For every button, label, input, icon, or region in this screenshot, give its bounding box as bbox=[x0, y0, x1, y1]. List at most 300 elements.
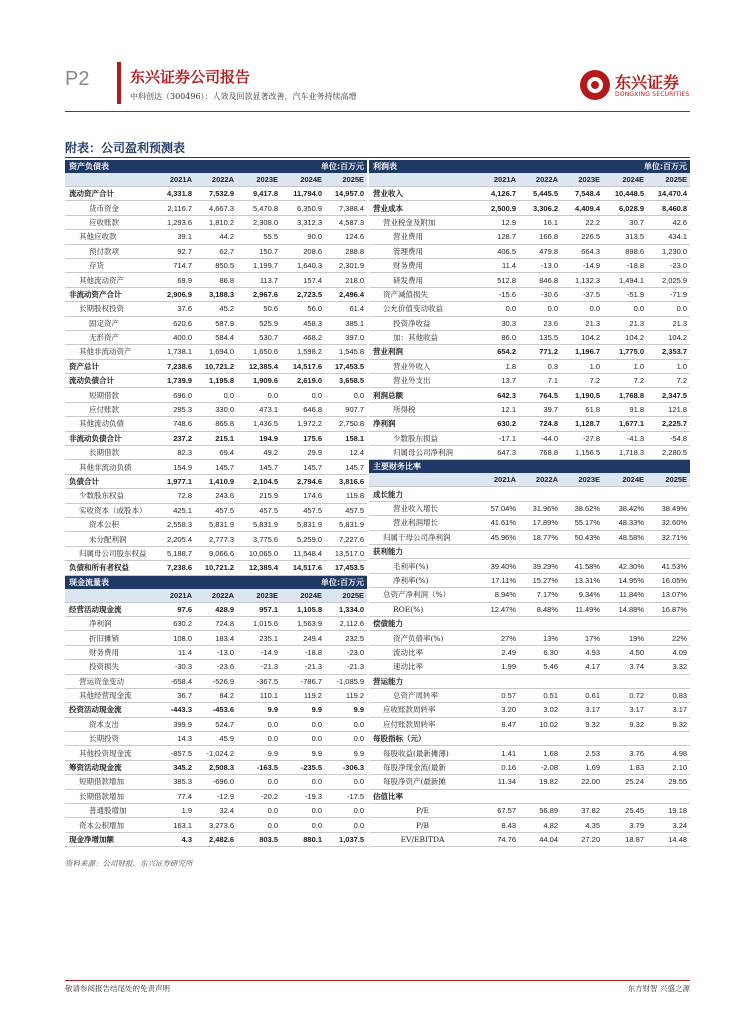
row-value: 27% bbox=[479, 631, 519, 645]
table-row bbox=[369, 530, 690, 544]
row-value: 7,388.4 bbox=[325, 201, 367, 215]
row-value: 1,775.0 bbox=[603, 345, 647, 359]
row-value: 16.1 bbox=[519, 215, 561, 229]
row-value: 2,619.0 bbox=[281, 374, 325, 388]
row-value: 45.2 bbox=[195, 302, 237, 316]
row-value: 16.87% bbox=[647, 602, 690, 616]
row-value: 15.27% bbox=[519, 573, 561, 587]
row-label: 所得税 bbox=[369, 402, 479, 416]
row-value: 584.4 bbox=[195, 330, 237, 344]
row-value: 4.35 bbox=[561, 818, 603, 832]
row-value: 1,768.8 bbox=[603, 388, 647, 402]
row-value: 5,188.7 bbox=[157, 546, 195, 560]
row-value: 3,312.3 bbox=[281, 215, 325, 229]
row-value: 91.8 bbox=[603, 402, 647, 416]
row-value: 14.88% bbox=[603, 602, 647, 616]
row-value: 61.4 bbox=[325, 302, 367, 316]
row-value: 2,280.5 bbox=[647, 446, 690, 460]
row-value: 14.95% bbox=[603, 573, 647, 587]
row-value: 39.40% bbox=[479, 559, 519, 573]
row-value: 0.0 bbox=[325, 717, 367, 731]
row-value: 714.7 bbox=[157, 258, 195, 272]
row-value: 74.76 bbox=[479, 832, 519, 846]
row-label: 资本支出 bbox=[65, 717, 157, 731]
row-label: 其他经营现金流 bbox=[65, 688, 157, 702]
row-value: 2.49 bbox=[479, 645, 519, 659]
row-value: 3.74 bbox=[603, 660, 647, 674]
income-title: 利润表 bbox=[369, 160, 561, 173]
table-row bbox=[65, 804, 367, 818]
row-label: 应付账款周转率 bbox=[369, 717, 479, 731]
row-value: 39.7 bbox=[519, 402, 561, 416]
row-label: 每股净资产(最新摊 bbox=[369, 775, 479, 789]
row-value: 2,025.9 bbox=[647, 273, 690, 287]
year-header: 2023E bbox=[237, 589, 281, 603]
row-value: 295.3 bbox=[157, 402, 195, 416]
table-row bbox=[369, 804, 690, 818]
row-value: 4.93 bbox=[561, 645, 603, 659]
row-label: 净利润 bbox=[369, 417, 479, 431]
row-value: -30.6 bbox=[519, 287, 561, 301]
row-value: 0.0 bbox=[237, 775, 281, 789]
row-value: 72.8 bbox=[157, 489, 195, 503]
year-header: 2023E bbox=[237, 173, 281, 187]
row-value: 61.8 bbox=[561, 402, 603, 416]
row-value: 12,385.4 bbox=[237, 561, 281, 575]
row-value: 4,667.3 bbox=[195, 201, 237, 215]
row-value: 9.32 bbox=[603, 717, 647, 731]
row-value: 22.2 bbox=[561, 215, 603, 229]
section-title: 附表：公司盈利预测表 bbox=[65, 141, 186, 155]
row-value: 39.29% bbox=[519, 559, 561, 573]
row-value: 17.11% bbox=[479, 573, 519, 587]
table-row bbox=[369, 602, 690, 616]
row-value: 42.30% bbox=[603, 559, 647, 573]
row-value: 3.20 bbox=[479, 703, 519, 717]
table-row bbox=[65, 359, 367, 373]
cashflow-unit: 单位:百万元 bbox=[237, 575, 367, 589]
row-value: 764.5 bbox=[519, 388, 561, 402]
row-value: 0.3 bbox=[519, 359, 561, 373]
table-row bbox=[65, 818, 367, 832]
row-value: 48.58% bbox=[603, 530, 647, 544]
table-row bbox=[369, 588, 690, 602]
row-value: 5,831.9 bbox=[281, 517, 325, 531]
row-value: 4.98 bbox=[647, 746, 690, 760]
row-value: 8.47 bbox=[479, 717, 519, 731]
row-value: 166.8 bbox=[519, 230, 561, 244]
row-value bbox=[561, 616, 603, 630]
table-row bbox=[369, 187, 690, 201]
row-value: 1.69 bbox=[561, 760, 603, 774]
row-value: 128.7 bbox=[479, 230, 519, 244]
row-value: 29.9 bbox=[281, 446, 325, 460]
row-label: 营业外收入 bbox=[369, 359, 479, 373]
row-value: 846.8 bbox=[519, 273, 561, 287]
row-value: 17,453.5 bbox=[325, 561, 367, 575]
row-label: 财务费用 bbox=[65, 645, 157, 659]
company-logo bbox=[580, 70, 690, 102]
row-value: 2,104.5 bbox=[237, 474, 281, 488]
row-value: 1,436.5 bbox=[237, 417, 281, 431]
table-row bbox=[369, 832, 690, 846]
row-value: 9.9 bbox=[237, 746, 281, 760]
row-value: -23.6 bbox=[195, 660, 237, 674]
balance-cashflow-table bbox=[65, 160, 367, 847]
row-value: 530.7 bbox=[237, 330, 281, 344]
row-value: 32.4 bbox=[195, 804, 237, 818]
row-value: 1,494.1 bbox=[603, 273, 647, 287]
row-value bbox=[519, 616, 561, 630]
row-value: 113.7 bbox=[237, 273, 281, 287]
row-value: 7.2 bbox=[647, 374, 690, 388]
row-label: 资产负债率(%) bbox=[369, 631, 479, 645]
row-value: 2,308.0 bbox=[237, 215, 281, 229]
row-value bbox=[647, 674, 690, 688]
row-value: 1,972.2 bbox=[281, 417, 325, 431]
row-value: 14.48 bbox=[647, 832, 690, 846]
row-value: 1,128.7 bbox=[561, 417, 603, 431]
row-value: 21.3 bbox=[561, 316, 603, 330]
table-row bbox=[369, 359, 690, 373]
row-value: 2,205.4 bbox=[157, 532, 195, 546]
table-row bbox=[369, 717, 690, 731]
row-label: 归属母公司股东权益 bbox=[65, 546, 157, 560]
row-label: 非流动负债合计 bbox=[65, 431, 157, 445]
row-value: 1,739.9 bbox=[157, 374, 195, 388]
row-label: 营业费用 bbox=[369, 230, 479, 244]
row-label: 加：其他收益 bbox=[369, 330, 479, 344]
row-label: 估值比率 bbox=[369, 789, 479, 803]
table-row bbox=[369, 258, 690, 272]
row-value bbox=[603, 544, 647, 558]
row-value: 86.0 bbox=[479, 330, 519, 344]
row-value: 119.2 bbox=[281, 688, 325, 702]
table-row bbox=[65, 789, 367, 803]
table-row bbox=[65, 431, 367, 445]
row-value: -41.3 bbox=[603, 431, 647, 445]
row-value: 7.1 bbox=[519, 374, 561, 388]
row-value: 1,718.3 bbox=[603, 446, 647, 460]
row-value: 0.61 bbox=[561, 688, 603, 702]
row-value: 32.71% bbox=[647, 530, 690, 544]
row-value: 0.0 bbox=[237, 388, 281, 402]
footer-divider bbox=[65, 980, 690, 981]
row-value: 243.6 bbox=[195, 489, 237, 503]
row-value: 1,230.0 bbox=[647, 244, 690, 258]
row-label: 其他流动负债 bbox=[65, 417, 157, 431]
row-value: 400.0 bbox=[157, 330, 195, 344]
row-label: 获利能力 bbox=[369, 544, 479, 558]
row-value: 14,517.6 bbox=[281, 359, 325, 373]
table-row bbox=[65, 258, 367, 272]
row-value: 104.2 bbox=[647, 330, 690, 344]
row-value: 0.0 bbox=[195, 388, 237, 402]
row-value: 12.9 bbox=[479, 215, 519, 229]
row-value: 0.0 bbox=[281, 775, 325, 789]
row-value: 0.0 bbox=[237, 732, 281, 746]
row-value: 11.4 bbox=[479, 258, 519, 272]
report-subtitle: 中科创达（300496）：人效及回款显著改善，汽车业务持续高增 bbox=[130, 92, 357, 101]
row-value: 194.9 bbox=[237, 431, 281, 445]
table-row bbox=[369, 215, 690, 229]
row-value: 0.57 bbox=[479, 688, 519, 702]
table-row bbox=[65, 602, 367, 616]
row-value: 1,410.9 bbox=[195, 474, 237, 488]
row-label: 利润总额 bbox=[369, 388, 479, 402]
row-value: 30.3 bbox=[479, 316, 519, 330]
row-value: 696.0 bbox=[157, 388, 195, 402]
row-label: 资产总计 bbox=[65, 359, 157, 373]
year-header: 2021A bbox=[479, 173, 519, 187]
row-value: 8,460.8 bbox=[647, 201, 690, 215]
row-value: 12,385.4 bbox=[237, 359, 281, 373]
row-value: 7.2 bbox=[603, 374, 647, 388]
table-row bbox=[369, 674, 690, 688]
row-value: -54.8 bbox=[647, 431, 690, 445]
row-value bbox=[561, 544, 603, 558]
row-label: 其他非流动资产 bbox=[65, 345, 157, 359]
row-value: 119.2 bbox=[325, 688, 367, 702]
row-value: 0.0 bbox=[561, 302, 603, 316]
row-value: 330.0 bbox=[195, 402, 237, 416]
table-row bbox=[65, 832, 367, 846]
row-label: 营业收入增长 bbox=[369, 501, 479, 515]
row-value: 18.77% bbox=[519, 530, 561, 544]
row-value: 7,548.4 bbox=[561, 187, 603, 201]
row-label: 长期借款 bbox=[65, 446, 157, 460]
row-value: 3.24 bbox=[647, 818, 690, 832]
row-value: 18.87 bbox=[603, 832, 647, 846]
year-row-spacer bbox=[65, 589, 157, 603]
row-label: 净利率(%) bbox=[369, 573, 479, 587]
table-row bbox=[65, 532, 367, 546]
table-row bbox=[369, 544, 690, 558]
row-value: 11.84% bbox=[603, 588, 647, 602]
table-row bbox=[65, 660, 367, 674]
row-value: 0.0 bbox=[325, 775, 367, 789]
row-value: 2,508.3 bbox=[195, 760, 237, 774]
row-value: 17.89% bbox=[519, 516, 561, 530]
row-value: 4.50 bbox=[603, 645, 647, 659]
row-value: 5,259.0 bbox=[281, 532, 325, 546]
row-value: 23.6 bbox=[519, 316, 561, 330]
table-row bbox=[369, 631, 690, 645]
table-row bbox=[65, 631, 367, 645]
table-row bbox=[65, 287, 367, 301]
row-label: 毛利率(%) bbox=[369, 559, 479, 573]
report-header bbox=[0, 0, 755, 120]
row-value: 27.20 bbox=[561, 832, 603, 846]
row-label: 资本公积增加 bbox=[65, 818, 157, 832]
year-header: 2025E bbox=[647, 173, 690, 187]
row-value: 2,794.6 bbox=[281, 474, 325, 488]
row-value: 587.9 bbox=[195, 316, 237, 330]
row-value: 145.7 bbox=[237, 460, 281, 474]
year-header: 2021A bbox=[479, 473, 519, 487]
row-value: -21.3 bbox=[237, 660, 281, 674]
logo-mark-icon bbox=[580, 70, 610, 100]
row-value: 1.0 bbox=[647, 359, 690, 373]
table-row bbox=[65, 517, 367, 531]
row-value: 232.5 bbox=[325, 631, 367, 645]
row-label: 流动比率 bbox=[369, 645, 479, 659]
row-label: 归属于母公司净利润 bbox=[369, 530, 479, 544]
row-value: -51.9 bbox=[603, 287, 647, 301]
row-label: 偿债能力 bbox=[369, 616, 479, 630]
row-value: 957.1 bbox=[237, 602, 281, 616]
table-row bbox=[65, 446, 367, 460]
row-value: 9.9 bbox=[281, 746, 325, 760]
row-value: 41.61% bbox=[479, 516, 519, 530]
row-value: 90.0 bbox=[281, 230, 325, 244]
row-value: 67.57 bbox=[479, 804, 519, 818]
row-value: 1,640.3 bbox=[281, 258, 325, 272]
table-row bbox=[65, 645, 367, 659]
row-label: 筹资活动现金流 bbox=[65, 760, 157, 774]
table-row bbox=[65, 244, 367, 258]
row-value: 0.0 bbox=[237, 717, 281, 731]
table-row bbox=[369, 487, 690, 501]
row-value: 1,199.7 bbox=[237, 258, 281, 272]
row-value: -14.9 bbox=[237, 645, 281, 659]
row-value: 0.0 bbox=[603, 302, 647, 316]
table-row bbox=[369, 330, 690, 344]
row-value: 3,306.2 bbox=[519, 201, 561, 215]
row-value bbox=[647, 487, 690, 501]
year-row-spacer bbox=[65, 173, 157, 187]
row-label: 无形资产 bbox=[65, 330, 157, 344]
row-value: -306.3 bbox=[325, 760, 367, 774]
row-value: 9.32 bbox=[561, 717, 603, 731]
table-row bbox=[65, 561, 367, 575]
row-value: 479.8 bbox=[519, 244, 561, 258]
table-row bbox=[65, 732, 367, 746]
row-value: 1,195.8 bbox=[195, 374, 237, 388]
table-row bbox=[369, 302, 690, 316]
row-value: -13.0 bbox=[195, 645, 237, 659]
row-value: 1,293.6 bbox=[157, 215, 195, 229]
row-value: 457.5 bbox=[195, 503, 237, 517]
row-value: 0.72 bbox=[603, 688, 647, 702]
row-value: 2,967.6 bbox=[237, 287, 281, 301]
row-value: 41.58% bbox=[561, 559, 603, 573]
row-value: 69.9 bbox=[157, 273, 195, 287]
row-value: -20.2 bbox=[237, 789, 281, 803]
row-value: 1,977.1 bbox=[157, 474, 195, 488]
balance-unit: 单位:百万元 bbox=[237, 160, 367, 173]
row-label: 长期投资 bbox=[65, 732, 157, 746]
row-value: 19.82 bbox=[519, 775, 561, 789]
row-value: -786.7 bbox=[281, 674, 325, 688]
row-value bbox=[479, 732, 519, 746]
row-label: P/B bbox=[369, 818, 479, 832]
row-value: 620.6 bbox=[157, 316, 195, 330]
row-value: 1,677.1 bbox=[603, 417, 647, 431]
row-value: 425.1 bbox=[157, 503, 195, 517]
row-value: 0.0 bbox=[325, 804, 367, 818]
row-value: 642.3 bbox=[479, 388, 519, 402]
row-label: 管理费用 bbox=[369, 244, 479, 258]
row-value: 11.4 bbox=[157, 645, 195, 659]
row-value: -14.9 bbox=[561, 258, 603, 272]
row-value: 468.2 bbox=[281, 330, 325, 344]
ratios-header-row bbox=[369, 460, 690, 474]
row-value: 5,445.5 bbox=[519, 187, 561, 201]
table-row bbox=[65, 688, 367, 702]
row-value: 55.5 bbox=[237, 230, 281, 244]
year-header: 2022A bbox=[195, 173, 237, 187]
row-value: 0.51 bbox=[519, 688, 561, 702]
table-row bbox=[369, 402, 690, 416]
row-value: 850.5 bbox=[195, 258, 237, 272]
row-label: 非流动资产合计 bbox=[65, 287, 157, 301]
ratios-title: 主要财务比率 bbox=[369, 460, 561, 474]
row-value: 0.0 bbox=[281, 388, 325, 402]
row-label: 流动负债合计 bbox=[65, 374, 157, 388]
table-row bbox=[369, 345, 690, 359]
row-value: 84.2 bbox=[195, 688, 237, 702]
table-row bbox=[65, 503, 367, 517]
row-value bbox=[519, 544, 561, 558]
row-value: 724.8 bbox=[519, 417, 561, 431]
table-row bbox=[65, 330, 367, 344]
table-row bbox=[369, 616, 690, 630]
row-value bbox=[519, 487, 561, 501]
row-value: 9.32 bbox=[647, 717, 690, 731]
table-row bbox=[65, 674, 367, 688]
row-value: 524.7 bbox=[195, 717, 237, 731]
row-value: 0.0 bbox=[325, 388, 367, 402]
row-value: 215.1 bbox=[195, 431, 237, 445]
row-value: 4,587.3 bbox=[325, 215, 367, 229]
row-value: 1,196.7 bbox=[561, 345, 603, 359]
table-row bbox=[369, 417, 690, 431]
ratios-unit bbox=[561, 460, 690, 474]
row-value: 8.94% bbox=[479, 588, 519, 602]
table-row bbox=[369, 374, 690, 388]
row-label: 总资产周转率 bbox=[369, 688, 479, 702]
row-value: 174.6 bbox=[281, 489, 325, 503]
section-divider bbox=[65, 157, 690, 158]
row-value: 17,453.5 bbox=[325, 359, 367, 373]
row-value: -23.0 bbox=[325, 645, 367, 659]
year-header: 2025E bbox=[325, 173, 367, 187]
income-years-row bbox=[369, 173, 690, 187]
row-value: 226.5 bbox=[561, 230, 603, 244]
row-value: 3.17 bbox=[561, 703, 603, 717]
row-value: 0.0 bbox=[281, 717, 325, 731]
row-label: 短期借款增加 bbox=[65, 775, 157, 789]
header-divider bbox=[65, 111, 690, 112]
row-value: -2.08 bbox=[519, 760, 561, 774]
row-value: 0.0 bbox=[325, 732, 367, 746]
row-value: -367.5 bbox=[237, 674, 281, 688]
row-value: 880.1 bbox=[281, 832, 325, 846]
row-value: 397.0 bbox=[325, 330, 367, 344]
table-row bbox=[369, 501, 690, 515]
row-label: 投资活动现金流 bbox=[65, 703, 157, 717]
row-label: 货币资金 bbox=[65, 201, 157, 215]
row-value: 4,126.7 bbox=[479, 187, 519, 201]
cashflow-years-row bbox=[65, 589, 367, 603]
row-value: -18.8 bbox=[281, 645, 325, 659]
table-row bbox=[369, 287, 690, 301]
row-label: 投资损失 bbox=[65, 660, 157, 674]
row-value: 0.0 bbox=[281, 732, 325, 746]
row-value: 473.1 bbox=[237, 402, 281, 416]
row-value: 0.0 bbox=[519, 302, 561, 316]
